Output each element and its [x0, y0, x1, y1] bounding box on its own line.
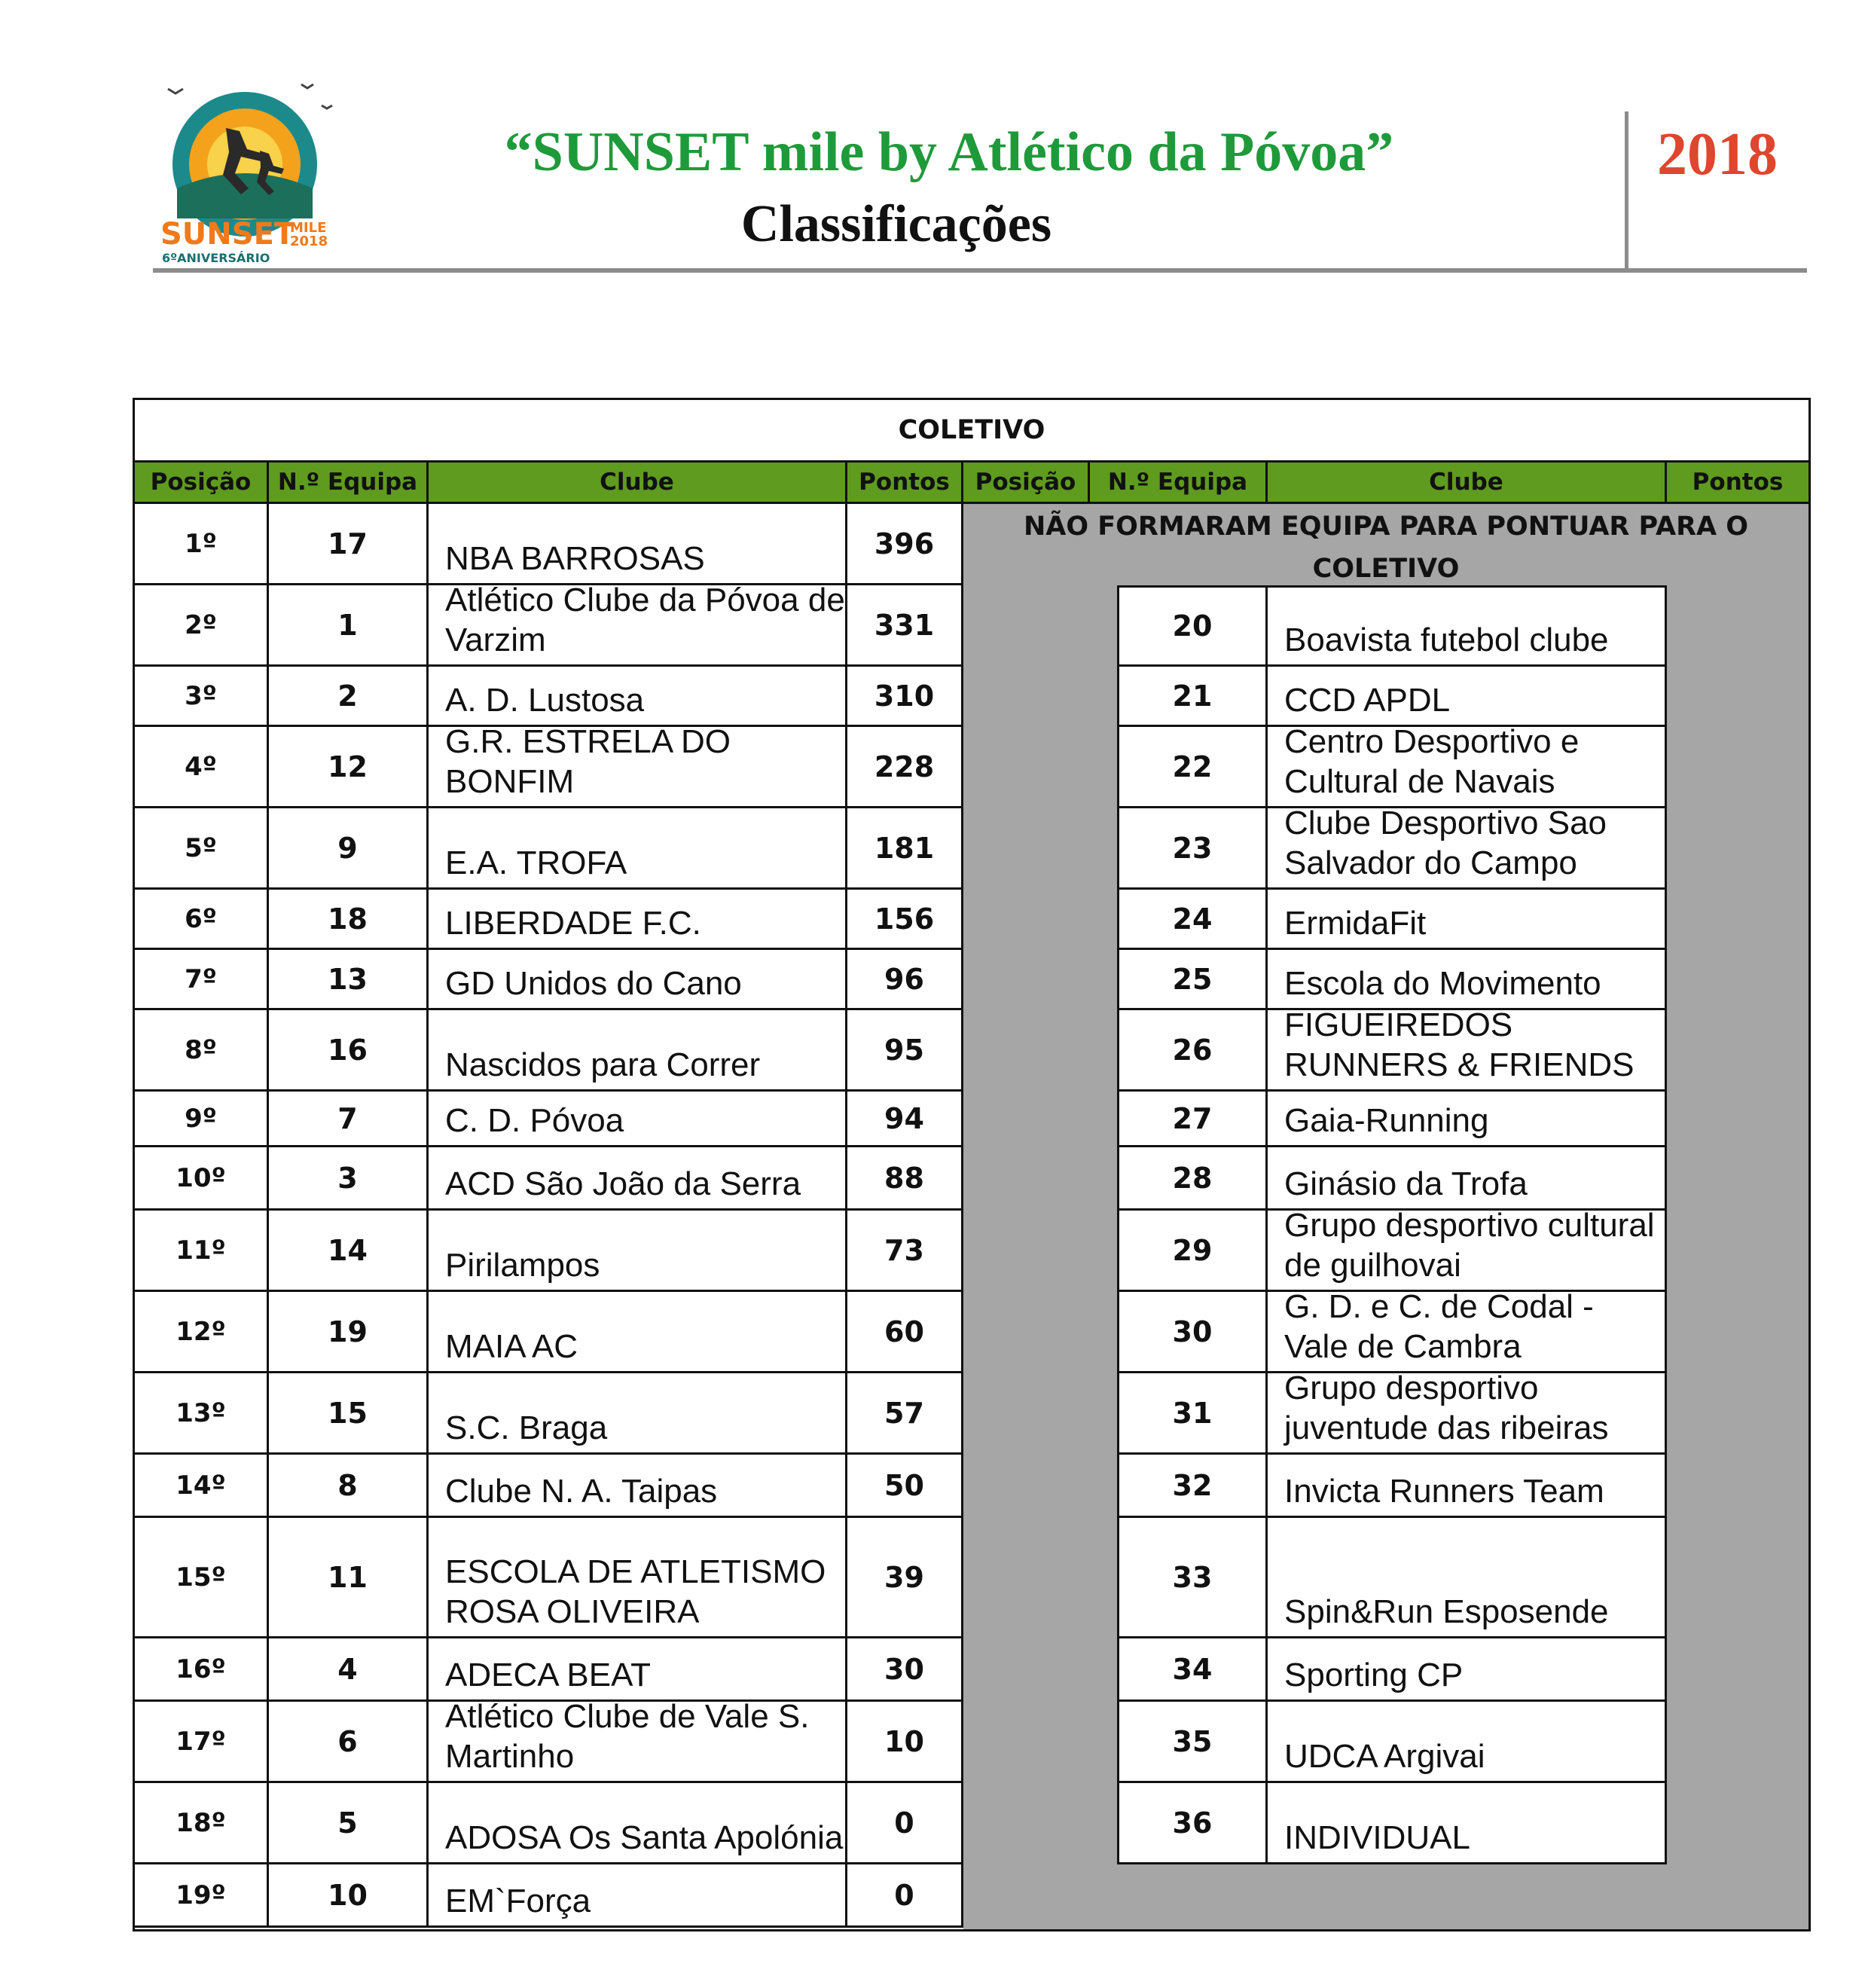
unranked-club-cell: [1268, 723, 1667, 808]
position-cell: 13º: [135, 1373, 269, 1455]
year-label: 2018: [1657, 121, 1778, 188]
club-cell: [429, 1864, 847, 1928]
unranked-team-number-cell: 32: [1117, 1455, 1268, 1518]
team-number-cell: 3: [269, 1147, 429, 1211]
unranked-club-cell: [1268, 667, 1667, 727]
col-header-team-number: N.º Equipa: [269, 463, 429, 502]
points-cell: 95: [847, 1010, 963, 1092]
svg-text:MILE: MILE: [290, 220, 327, 236]
unranked-club-cell: [1268, 1288, 1667, 1373]
unranked-team-number-cell: 26: [1117, 1010, 1268, 1092]
club-cell: [429, 1211, 847, 1292]
table-band-title: COLETIVO: [135, 400, 1808, 460]
club-name: Grupo desportivo juventude das ribeiras: [1284, 1370, 1609, 1446]
team-number-cell: 1: [269, 585, 429, 667]
points-cell: 50: [847, 1455, 963, 1518]
club-name: Centro Desportivo e Cultural de Navais: [1284, 723, 1580, 800]
club-cell: [429, 1010, 847, 1092]
club-name: Spin&Run Esposende: [1284, 1593, 1609, 1630]
unranked-club-cell: [1268, 1638, 1667, 1702]
position-cell: 8º: [135, 1010, 269, 1092]
club-name: Invicta Runners Team: [1284, 1473, 1604, 1510]
unranked-club-cell: [1268, 1455, 1667, 1518]
team-number-cell: 5: [269, 1783, 429, 1864]
unranked-team-number-cell: 27: [1117, 1092, 1268, 1147]
unranked-club-cell: [1268, 1092, 1667, 1147]
team-number-cell: 15: [269, 1373, 429, 1455]
unranked-club-cell: [1268, 1518, 1667, 1638]
club-name: C. D. Póvoa: [445, 1102, 624, 1139]
position-cell: 11º: [135, 1211, 269, 1292]
club-cell: [429, 1455, 847, 1518]
points-cell: 94: [847, 1092, 963, 1147]
club-name: Atlético Clube de Vale S. Martinho: [445, 1698, 810, 1775]
unranked-team-number-cell: 25: [1117, 950, 1268, 1010]
club-name: S.C. Braga: [445, 1409, 608, 1446]
club-cell: [429, 950, 847, 1010]
position-cell: 4º: [135, 727, 269, 808]
club-name: E.A. TROFA: [445, 844, 627, 881]
position-cell: 10º: [135, 1147, 269, 1211]
position-cell: 14º: [135, 1455, 269, 1518]
points-cell: 10: [847, 1702, 963, 1783]
team-number-cell: 10: [269, 1864, 429, 1928]
unranked-team-number-cell: 28: [1117, 1147, 1268, 1211]
unranked-club-cell: [1268, 950, 1667, 1010]
position-cell: 3º: [135, 667, 269, 727]
position-cell: 9º: [135, 1092, 269, 1147]
club-cell: [429, 723, 847, 808]
unranked-club-cell: [1268, 890, 1667, 950]
club-cell: [429, 504, 847, 585]
points-cell: 88: [847, 1147, 963, 1211]
page-subtitle: Classificações: [740, 195, 1052, 253]
club-cell: [429, 1638, 847, 1702]
club-name: ADECA BEAT: [445, 1657, 652, 1693]
club-cell: [429, 1147, 847, 1211]
points-cell: 310: [847, 667, 963, 727]
club-cell: [429, 1092, 847, 1147]
club-name: LIBERDADE F.C.: [445, 905, 701, 942]
club-name: A. D. Lustosa: [445, 682, 645, 719]
club-name: Clube Desportivo Sao Salvador do Campo: [1284, 805, 1607, 881]
sunset-mile-logo: [147, 75, 343, 271]
points-cell: 0: [847, 1864, 963, 1928]
points-cell: 39: [847, 1518, 963, 1638]
club-name: Boavista futebol clube: [1284, 621, 1609, 658]
svg-text:6ºANIVERSÁRIO: 6ºANIVERSÁRIO: [162, 251, 270, 265]
unranked-club-cell: [1268, 1147, 1667, 1211]
unranked-team-number-cell: 23: [1117, 808, 1268, 890]
position-cell: 6º: [135, 890, 269, 950]
points-cell: 331: [847, 585, 963, 667]
position-cell: 15º: [135, 1518, 269, 1638]
svg-text:SUNSET: SUNSET: [160, 217, 295, 252]
club-cell: [429, 1292, 847, 1373]
club-cell: [429, 1518, 847, 1638]
team-number-cell: 14: [269, 1211, 429, 1292]
header-horizontal-divider: [153, 268, 1807, 273]
club-name: Sporting CP: [1284, 1657, 1464, 1693]
team-number-cell: 4: [269, 1638, 429, 1702]
unranked-team-number-cell: 30: [1117, 1292, 1268, 1373]
club-name: ESCOLA DE ATLETISMO ROSA OLIVEIRA: [445, 1553, 826, 1630]
team-number-cell: 16: [269, 1010, 429, 1092]
club-name: ACD São João da Serra: [445, 1165, 801, 1202]
points-cell: 60: [847, 1292, 963, 1373]
points-cell: 181: [847, 808, 963, 890]
points-cell: 396: [847, 504, 963, 585]
team-number-cell: 12: [269, 727, 429, 808]
club-name: Escola do Movimento: [1284, 965, 1601, 1002]
points-cell: 96: [847, 950, 963, 1010]
team-number-cell: 7: [269, 1092, 429, 1147]
team-number-cell: 13: [269, 950, 429, 1010]
club-name: EM`Força: [445, 1883, 591, 1919]
team-number-cell: 9: [269, 808, 429, 890]
position-cell: 18º: [135, 1783, 269, 1864]
club-cell: [429, 1373, 847, 1455]
club-cell: [429, 808, 847, 890]
svg-text:2018: 2018: [290, 234, 328, 249]
points-cell: 156: [847, 890, 963, 950]
team-number-cell: 8: [269, 1455, 429, 1518]
unranked-team-number-cell: 31: [1117, 1373, 1268, 1455]
club-cell: [429, 582, 847, 667]
table-header-row: [135, 460, 1808, 504]
col-header-points-2: Pontos: [1692, 469, 1784, 496]
team-number-cell: 17: [269, 504, 429, 585]
event-title: “SUNSET mile by Atlético da Póvoa”: [504, 121, 1394, 183]
points-cell: 30: [847, 1638, 963, 1702]
club-name: Grupo desportivo cultural de guilhovai: [1284, 1207, 1655, 1284]
unranked-team-number-cell: 22: [1117, 727, 1268, 808]
club-name: INDIVIDUAL: [1284, 1819, 1470, 1856]
unranked-team-number-cell: 21: [1117, 667, 1268, 727]
unranked-team-number-cell: 24: [1117, 890, 1268, 950]
club-cell: [429, 890, 847, 950]
club-cell: [429, 1783, 847, 1864]
club-cell: [429, 667, 847, 727]
club-name: NBA BARROSAS: [445, 540, 705, 577]
club-name: MAIA AC: [445, 1328, 578, 1365]
club-cell: [429, 1698, 847, 1783]
unranked-club-cell: [1268, 1370, 1667, 1455]
position-cell: 12º: [135, 1292, 269, 1373]
team-number-cell: 18: [269, 890, 429, 950]
classification-table: [133, 398, 1811, 1932]
unranked-team-number-cell: 33: [1117, 1518, 1268, 1638]
club-name: ErmidaFit: [1284, 905, 1427, 942]
club-name: Gaia-Running: [1284, 1102, 1489, 1139]
col-header-points: Pontos: [847, 463, 963, 502]
unranked-team-number-cell: 20: [1117, 585, 1268, 667]
club-name: Nascidos para Correr: [445, 1046, 761, 1083]
position-cell: 17º: [135, 1702, 269, 1783]
club-name: Ginásio da Trofa: [1284, 1165, 1528, 1202]
club-name: FIGUEIREDOS RUNNERS & FRIENDS: [1284, 1006, 1634, 1083]
club-name: Pirilampos: [445, 1247, 600, 1284]
position-cell: 5º: [135, 808, 269, 890]
team-number-cell: 19: [269, 1292, 429, 1373]
unranked-team-number-cell: 29: [1117, 1211, 1268, 1292]
club-name: ADOSA Os Santa Apolónia: [445, 1819, 844, 1856]
points-cell: 57: [847, 1373, 963, 1455]
position-cell: 2º: [135, 585, 269, 667]
unranked-team-number-cell: 34: [1117, 1638, 1268, 1702]
team-number-cell: 2: [269, 667, 429, 727]
club-name: GD Unidos do Cano: [445, 965, 742, 1002]
position-cell: 19º: [135, 1864, 269, 1928]
unranked-team-number-cell: 36: [1117, 1783, 1268, 1864]
unranked-club-cell: [1268, 1783, 1667, 1864]
unranked-note: NÃO FORMARAM EQUIPA PARA PONTUAR PARA O COLETIVO: [1023, 512, 1749, 584]
unranked-club-cell: [1268, 805, 1667, 890]
team-number-cell: 11: [269, 1518, 429, 1638]
position-cell: 7º: [135, 950, 269, 1010]
position-cell: 1º: [135, 504, 269, 585]
club-name: UDCA Argivai: [1284, 1738, 1485, 1775]
unranked-team-number-cell: 35: [1117, 1702, 1268, 1783]
club-name: G.R. ESTRELA DO BONFIM: [445, 723, 731, 800]
club-name: G. D. e C. de Codal - Vale de Cambra: [1284, 1288, 1594, 1365]
col-header-position-2: Posição: [963, 463, 1090, 502]
points-cell: 228: [847, 727, 963, 808]
position-cell: 16º: [135, 1638, 269, 1702]
col-header-club-2: Clube: [1268, 463, 1667, 502]
unranked-club-cell: [1268, 585, 1667, 667]
club-name: Atlético Clube da Póvoa de Varzim: [445, 582, 845, 658]
unranked-club-cell: [1268, 1006, 1667, 1092]
points-cell: 0: [847, 1783, 963, 1864]
unranked-club-cell: [1268, 1207, 1667, 1292]
col-header-position: Posição: [135, 463, 269, 502]
header-vertical-divider: [1625, 111, 1628, 270]
unranked-club-cell: [1268, 1702, 1667, 1783]
points-cell: 73: [847, 1211, 963, 1292]
col-header-club: Clube: [429, 463, 847, 502]
team-number-cell: 6: [269, 1702, 429, 1783]
club-name: CCD APDL: [1284, 682, 1451, 719]
col-header-team-number-2: N.º Equipa: [1090, 463, 1268, 502]
club-name: Clube N. A. Taipas: [445, 1473, 718, 1510]
